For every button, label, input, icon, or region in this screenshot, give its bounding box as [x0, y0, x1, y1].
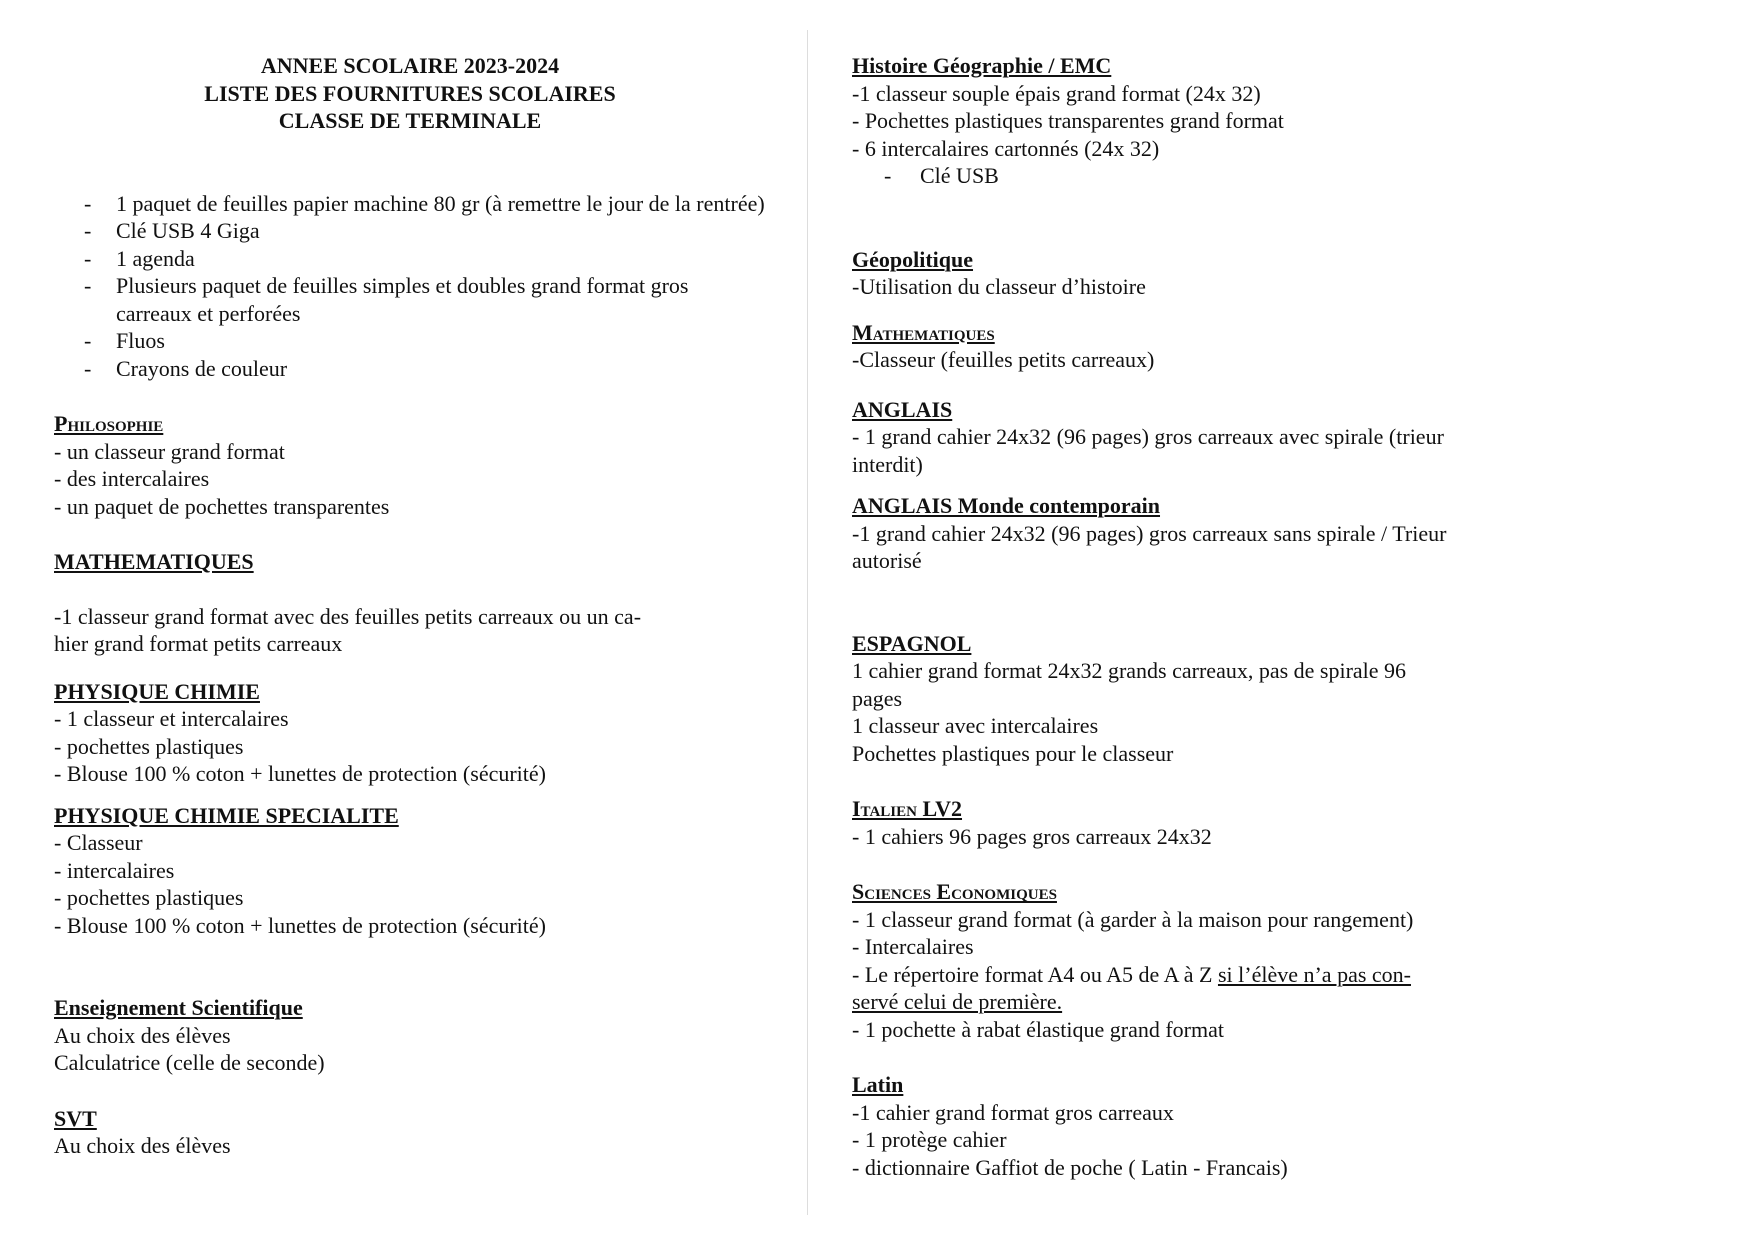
list-item: - des intercalaires [54, 466, 210, 491]
list-item: - 1 cahiers 96 pages gros carreaux 24x32 [852, 823, 1212, 849]
list-item: - 6 intercalaires cartonnés (24x 32) [852, 135, 1160, 161]
list-item: Au choix des élèves [54, 1133, 231, 1158]
list-item: - Fluos [84, 328, 165, 353]
list-item: 1 classeur avec intercalaires [852, 713, 1099, 738]
list-item: - Clé USB [884, 163, 999, 188]
text-line: -1 grand cahier 24x32 (96 pages) gros carreaux sans spirale / Trieur [852, 520, 1447, 546]
section-latin [852, 1071, 1572, 1181]
document-header [54, 52, 766, 135]
section-title: Sciences Economiques [852, 879, 1057, 904]
column-divider [807, 30, 808, 1215]
section-physique-chimie-specialite [54, 802, 766, 940]
section-title: ESPAGNOL [852, 630, 972, 656]
section-sciences-economiques [852, 878, 1572, 1043]
section-title: Italien LV2 [852, 796, 963, 821]
school-year: ANNEE SCOLAIRE 2023-2024 [260, 53, 560, 78]
section-philosophie [54, 410, 766, 520]
list-item: - un paquet de pochettes transparentes [54, 493, 390, 519]
list-item: - 1 pochette à rabat élastique grand format [852, 1016, 1225, 1042]
section-histoire-geographie [852, 52, 1572, 190]
section-title: Philosophie [54, 411, 164, 436]
list-item: Calculatrice (celle de seconde) [54, 1050, 325, 1075]
section-svt [54, 1105, 766, 1160]
section-physique-chimie [54, 678, 766, 788]
text-line: interdit) [852, 451, 923, 477]
section-anglais [852, 396, 1572, 479]
list-item: - Le répertoire format A4 ou A5 de A à Z si l’élève n’a pas con- [852, 961, 1411, 987]
section-italien [852, 795, 1572, 850]
list-item: - intercalaires [54, 857, 175, 883]
list-item: - Classeur [54, 830, 143, 855]
list-item: Au choix des élèves [54, 1022, 231, 1048]
list-item: -1 cahier grand format gros carreaux [852, 1099, 1174, 1125]
list-item: servé celui de première. [852, 989, 1063, 1014]
list-item: - dictionnaire Gaffiot de poche ( Latin - Francais) [852, 1154, 1288, 1180]
text-line: hier grand format petits carreaux [54, 631, 343, 656]
list-item: -1 classeur souple épais grand format (24x 32) [852, 80, 1261, 106]
list-item: - 1 agenda [84, 245, 195, 271]
list-item: - Blouse 100 % coton + lunettes de protection (sécurité) [54, 761, 546, 786]
section-anglais-monde-contemporain [852, 492, 1572, 575]
list-item: - Crayons de couleur [84, 355, 288, 381]
list-item: - un classeur grand format [54, 438, 285, 464]
list-item: - pochettes plastiques [54, 733, 244, 759]
text-line: autorisé [852, 548, 922, 573]
section-title: ANGLAIS Monde contemporain [852, 493, 1161, 518]
list-item: Pochettes plastiques pour le classeur [852, 740, 1174, 766]
left-column [54, 52, 766, 1160]
list-item: - 1 classeur et intercalaires [54, 706, 289, 731]
list-item: -Utilisation du classeur d’histoire [852, 274, 1146, 299]
section-title: ANGLAIS [852, 396, 953, 422]
list-item: - Clé USB 4 Giga [84, 218, 260, 243]
section-espagnol [852, 630, 1572, 768]
section-title: MATHEMATIQUES [54, 549, 254, 574]
text-line: -1 classeur grand format avec des feuilles petits carreaux ou un ca- [54, 603, 642, 629]
section-geopolitique [852, 246, 1572, 301]
section-enseignement-scientifique [54, 994, 766, 1077]
list-item: - 1 paquet de feuilles papier machine 80 gr (à remettre le jour de la rentrée) [84, 190, 765, 216]
list-item: -Classeur (feuilles petits carreaux) [852, 347, 1155, 372]
section-title: Latin [852, 1072, 904, 1097]
list-item: - pochettes plastiques [54, 885, 244, 910]
list-item: - Pochettes plastiques transparentes grand format [852, 108, 1284, 133]
section-title: PHYSIQUE CHIMIE [54, 678, 260, 704]
list-item: - Intercalaires [852, 934, 974, 959]
section-title: Mathematiques [852, 319, 995, 345]
list-item: pages [852, 685, 903, 711]
section-mathematiques [54, 548, 766, 658]
list-item: 1 cahier grand format 24x32 grands carreaux, pas de spirale 96 [852, 658, 1407, 683]
general-supplies-list [54, 190, 766, 383]
text-line: - 1 grand cahier 24x32 (96 pages) gros carreaux avec spirale (trieur [852, 424, 1444, 449]
list-item: - Blouse 100 % coton + lunettes de protection (sécurité) [54, 912, 546, 938]
section-title: SVT [54, 1105, 97, 1131]
list-title: LISTE DES FOURNITURES SCOLAIRES [204, 80, 616, 106]
list-item: - 1 classeur grand format (à garder à la maison pour rangement) [852, 906, 1414, 932]
class-title: CLASSE DE TERMINALE [278, 108, 542, 133]
list-item: - Plusieurs paquet de feuilles simples et doubles grand format gros carreaux et perforées [84, 273, 689, 326]
section-title: Enseignement Scientifique [54, 995, 303, 1020]
section-title: Géopolitique [852, 246, 974, 272]
list-item: - 1 protège cahier [852, 1127, 1007, 1152]
section-title: Histoire Géographie / EMC [852, 53, 1112, 78]
section-mathematiques-right [852, 319, 1572, 374]
right-column [852, 52, 1572, 1181]
section-title: PHYSIQUE CHIMIE SPECIALITE [54, 802, 399, 828]
